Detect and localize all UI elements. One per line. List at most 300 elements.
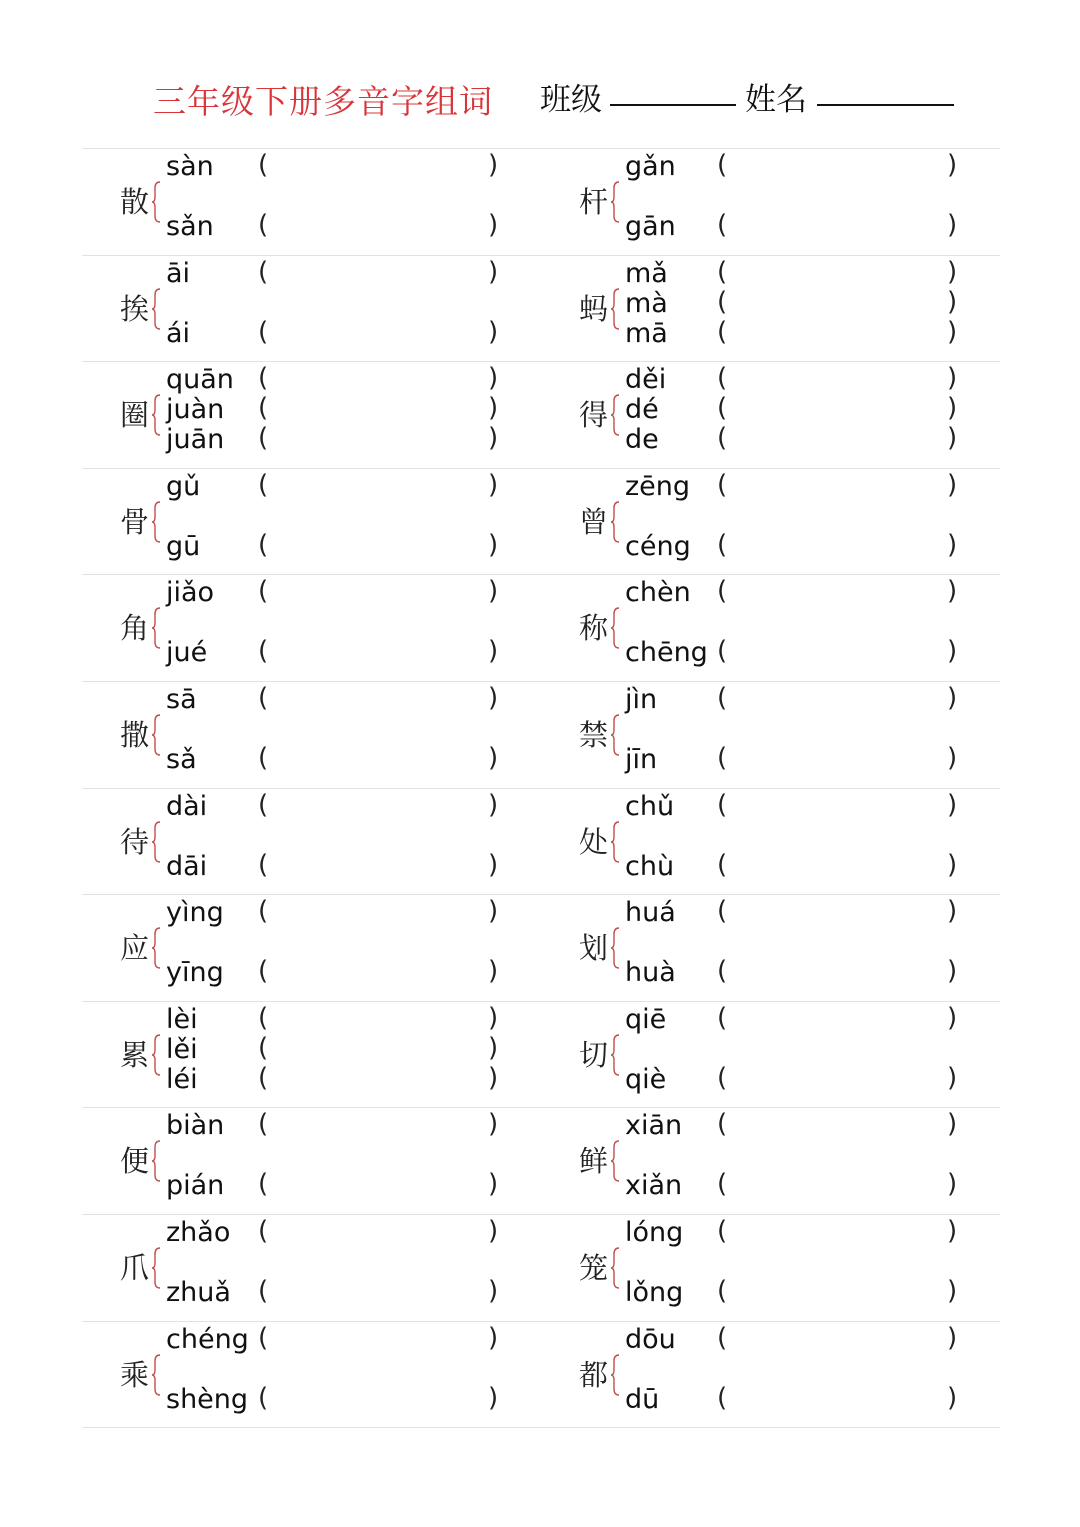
curly-brace-icon [610,1140,620,1182]
pinyin-label: jīn [625,743,658,775]
polyphone-entry [541,1108,1000,1214]
reading-line [625,577,965,609]
polyphone-character: 笼 [579,1250,609,1285]
curly-brace-icon [610,714,620,756]
answer-close-paren: ) [947,742,958,773]
curly-brace-icon [151,607,161,649]
answer-open-paren[interactable]: ( [258,150,269,180]
reading-line [166,394,506,426]
reading-list [625,469,965,575]
polyphone-entry [541,575,1000,681]
pinyin-label: zhǎo [166,1216,231,1248]
answer-open-paren[interactable]: ( [258,849,269,880]
answer-open-paren[interactable]: ( [258,742,269,773]
answer-close-paren: ) [488,682,499,713]
answer-close-paren: ) [488,789,499,820]
answer-close-paren: ) [488,529,499,560]
polyphone-entry [82,575,541,681]
reading-list [625,1108,965,1214]
worksheet-row [82,681,1000,788]
curly-brace-icon [151,1354,161,1396]
reading-line [625,851,965,883]
answer-open-paren[interactable]: ( [258,469,269,500]
answer-open-paren[interactable]: ( [717,423,728,454]
pinyin-label: chēng [625,637,708,669]
pinyin-label: dū [625,1383,660,1415]
polyphone-character: 称 [579,611,609,646]
reading-line [166,637,506,669]
pinyin-label: sǎ [166,743,197,775]
pinyin-label: yìng [166,897,224,929]
answer-open-paren[interactable]: ( [717,1062,728,1093]
polyphone-character: 角 [120,611,150,646]
curly-brace-icon [151,288,161,330]
pinyin-label: jìn [625,683,658,715]
polyphone-character: 划 [579,931,609,966]
answer-open-paren[interactable]: ( [717,1275,728,1306]
pinyin-label: gū [166,530,201,562]
reading-line [625,791,965,823]
answer-close-paren: ) [947,363,958,394]
answer-open-paren[interactable]: ( [258,393,269,424]
reading-list [166,682,506,788]
polyphone-character: 挨 [120,291,150,326]
polyphone-character: 应 [120,931,150,966]
pinyin-label: yīng [166,957,224,989]
curly-brace-icon [151,1034,161,1076]
polyphone-entry [541,149,1000,255]
answer-open-paren[interactable]: ( [258,576,269,607]
answer-close-paren: ) [947,1169,958,1200]
answer-close-paren: ) [947,1322,958,1353]
polyphone-grid [82,148,1000,1428]
pinyin-label: qiè [625,1063,667,1095]
reading-line [625,684,965,716]
polyphone-character: 便 [120,1144,150,1179]
polyphone-character: 曾 [579,504,609,539]
pinyin-label: gǔ [166,470,201,502]
answer-open-paren[interactable]: ( [258,956,269,987]
answer-close-paren: ) [488,469,499,500]
answer-close-paren: ) [947,423,958,454]
name-blank-line[interactable] [817,104,954,106]
answer-close-paren: ) [947,956,958,987]
curly-brace-icon [610,1247,620,1289]
answer-open-paren[interactable]: ( [717,789,728,820]
pinyin-label: sǎn [166,211,214,242]
answer-close-paren: ) [488,636,499,667]
pinyin-label: mǎ [625,257,668,289]
reading-line [625,1277,965,1309]
reading-line [625,424,965,456]
curly-brace-icon [610,1034,620,1076]
answer-open-paren[interactable]: ( [258,256,269,287]
answer-open-paren[interactable]: ( [717,210,728,240]
answer-close-paren: ) [947,150,958,180]
answer-open-paren[interactable]: ( [717,682,728,713]
reading-list [625,1215,965,1321]
curly-brace-icon [151,714,161,756]
answer-open-paren[interactable]: ( [258,682,269,713]
pinyin-label: dōu [625,1323,676,1355]
polyphone-entry [541,362,1000,468]
answer-close-paren: ) [488,742,499,773]
answer-close-paren: ) [488,956,499,987]
answer-open-paren[interactable]: ( [258,423,269,454]
answer-close-paren: ) [488,363,499,394]
reading-line [625,637,965,669]
pinyin-label: sàn [166,151,214,182]
pinyin-label: juān [166,424,225,456]
polyphone-character: 切 [579,1037,609,1072]
reading-list [625,149,965,255]
worksheet-row [82,361,1000,468]
reading-line [625,957,965,989]
reading-line [166,211,506,243]
answer-open-paren[interactable]: ( [717,1382,728,1413]
polyphone-character: 撒 [120,717,150,752]
answer-open-paren[interactable]: ( [258,1275,269,1306]
worksheet-row [82,1001,1000,1108]
worksheet-row [82,788,1000,895]
answer-open-paren[interactable]: ( [717,1215,728,1246]
reading-line [166,1217,506,1249]
pinyin-label: āi [166,257,191,289]
pinyin-label: xiǎn [625,1170,683,1202]
polyphone-entry [82,1108,541,1214]
answer-open-paren[interactable]: ( [258,789,269,820]
pinyin-label: lóng [625,1216,684,1248]
reading-line [166,531,506,563]
worksheet-row [82,255,1000,362]
reading-line [166,1110,506,1142]
curly-brace-icon [610,607,620,649]
answer-open-paren[interactable]: ( [258,1382,269,1413]
pinyin-label: gān [625,211,676,242]
curly-brace-icon [610,1354,620,1396]
answer-open-paren[interactable]: ( [717,286,728,317]
reading-line [166,684,506,716]
reading-line [166,1064,506,1096]
reading-line [625,1110,965,1142]
reading-line [625,288,965,320]
curly-brace-icon [610,501,620,543]
answer-close-paren: ) [488,1169,499,1200]
class-blank-line[interactable] [610,104,736,106]
answer-open-paren[interactable]: ( [717,1322,728,1353]
answer-open-paren[interactable]: ( [717,393,728,424]
curly-brace-icon [151,1140,161,1182]
curly-brace-icon [151,501,161,543]
polyphone-entry [541,1322,1000,1428]
pinyin-label: lèi [166,1003,198,1035]
polyphone-entry [82,682,541,788]
answer-close-paren: ) [947,576,958,607]
reading-list [166,149,506,255]
worksheet-row [82,1107,1000,1214]
answer-close-paren: ) [947,1002,958,1033]
answer-close-paren: ) [488,316,499,347]
reading-line [625,258,965,290]
worksheet-row [82,894,1000,1001]
reading-line [625,471,965,503]
reading-list [625,256,965,362]
answer-open-paren[interactable]: ( [258,210,269,240]
reading-line [166,897,506,929]
curly-brace-icon [610,394,620,436]
polyphone-entry [541,895,1000,1001]
pinyin-label: céng [625,530,691,562]
polyphone-character: 得 [579,398,609,433]
answer-open-paren[interactable]: ( [717,363,728,394]
answer-close-paren: ) [488,1062,499,1093]
answer-close-paren: ) [947,789,958,820]
reading-list [166,362,506,468]
pinyin-label: huà [625,957,676,989]
answer-close-paren: ) [488,150,499,180]
pinyin-label: gǎn [625,151,676,182]
polyphone-entry [541,682,1000,788]
reading-list [625,682,965,788]
reading-line [166,1170,506,1202]
answer-close-paren: ) [947,1382,958,1413]
pinyin-label: sā [166,683,197,715]
pinyin-label: chéng [166,1323,249,1355]
polyphone-character: 散 [120,185,150,219]
answer-open-paren[interactable]: ( [258,316,269,347]
answer-open-paren[interactable]: ( [717,576,728,607]
answer-close-paren: ) [947,1109,958,1140]
pinyin-label: zhuǎ [166,1276,231,1308]
answer-close-paren: ) [488,1032,499,1063]
reading-line [166,1384,506,1416]
worksheet-row [82,1214,1000,1321]
polyphone-character: 乘 [120,1357,150,1392]
polyphone-entry [82,256,541,362]
reading-line [625,211,965,243]
reading-line [166,318,506,350]
answer-open-paren[interactable]: ( [717,956,728,987]
answer-close-paren: ) [488,1002,499,1033]
answer-close-paren: ) [488,1322,499,1353]
reading-list [166,1108,506,1214]
answer-close-paren: ) [488,1275,499,1306]
answer-close-paren: ) [488,256,499,287]
reading-line [625,151,965,183]
pinyin-label: qiē [625,1003,667,1035]
polyphone-entry [82,469,541,575]
polyphone-entry [541,469,1000,575]
polyphone-character: 累 [120,1037,150,1072]
answer-close-paren: ) [488,423,499,454]
pinyin-label: chù [625,850,675,882]
reading-line [166,471,506,503]
reading-line [625,1324,965,1356]
answer-open-paren[interactable]: ( [258,1032,269,1063]
reading-list [166,895,506,1001]
answer-close-paren: ) [947,896,958,927]
answer-close-paren: ) [947,210,958,240]
pinyin-label: xiān [625,1110,683,1142]
pinyin-label: ái [166,317,191,349]
worksheet-row [82,148,1000,255]
curly-brace-icon [151,1247,161,1289]
answer-close-paren: ) [947,469,958,500]
curly-brace-icon [610,181,620,223]
worksheet-header [0,60,1080,130]
polyphone-character: 都 [579,1357,609,1392]
polyphone-character: 骨 [120,504,150,539]
answer-close-paren: ) [947,636,958,667]
reading-line [166,151,506,183]
polyphone-entry [541,1215,1000,1321]
name-label: 姓名 [745,82,807,118]
reading-list [625,1322,965,1428]
reading-list [166,789,506,895]
polyphone-character: 鲜 [579,1144,609,1179]
answer-open-paren[interactable]: ( [717,896,728,927]
curly-brace-icon [151,181,161,223]
reading-line [625,744,965,776]
answer-close-paren: ) [488,849,499,880]
reading-line [166,1034,506,1066]
answer-open-paren[interactable]: ( [717,1169,728,1200]
reading-line [166,744,506,776]
reading-line [625,1384,965,1416]
reading-line [625,531,965,563]
pinyin-label: jiǎo [166,577,215,609]
answer-open-paren[interactable]: ( [258,636,269,667]
polyphone-entry [541,1002,1000,1108]
pinyin-label: shèng [166,1383,249,1415]
answer-open-paren[interactable]: ( [717,256,728,287]
answer-open-paren[interactable]: ( [717,529,728,560]
answer-open-paren[interactable]: ( [258,529,269,560]
answer-open-paren[interactable]: ( [258,1002,269,1033]
reading-line [166,424,506,456]
pinyin-label: mā [625,317,668,349]
curly-brace-icon [610,288,620,330]
answer-open-paren[interactable]: ( [717,742,728,773]
reading-line [166,1004,506,1036]
reading-list [625,362,965,468]
pinyin-label: dāi [166,850,208,882]
polyphone-character: 蚂 [579,291,609,326]
polyphone-character: 待 [120,824,150,859]
pinyin-label: pián [166,1170,225,1202]
polyphone-entry [541,789,1000,895]
answer-close-paren: ) [947,256,958,287]
pinyin-label: quān [166,364,234,396]
polyphone-entry [82,1002,541,1108]
polyphone-character: 圈 [120,398,150,433]
answer-close-paren: ) [488,1382,499,1413]
reading-line [625,1004,965,1036]
answer-open-paren[interactable]: ( [258,1322,269,1353]
answer-open-paren[interactable]: ( [717,849,728,880]
answer-close-paren: ) [488,393,499,424]
answer-open-paren[interactable]: ( [258,1062,269,1093]
pinyin-label: chèn [625,577,691,609]
answer-close-paren: ) [947,529,958,560]
reading-line [625,1217,965,1249]
polyphone-character: 禁 [579,717,609,752]
reading-list [625,575,965,681]
pinyin-label: chǔ [625,790,675,822]
curly-brace-icon [151,927,161,969]
reading-line [166,957,506,989]
reading-list [166,256,506,362]
answer-open-paren[interactable]: ( [717,1002,728,1033]
reading-list [166,1002,506,1108]
reading-line [625,318,965,350]
polyphone-entry [82,1322,541,1428]
reading-list [166,1215,506,1321]
pinyin-label: děi [625,364,667,396]
polyphone-entry [541,256,1000,362]
worksheet-row [82,1321,1000,1429]
answer-close-paren: ) [488,576,499,607]
answer-open-paren[interactable]: ( [258,1109,269,1140]
answer-open-paren[interactable]: ( [258,1169,269,1200]
answer-close-paren: ) [947,286,958,317]
pinyin-label: huá [625,897,676,929]
reading-list [625,1002,965,1108]
answer-open-paren[interactable]: ( [717,636,728,667]
answer-open-paren[interactable]: ( [258,896,269,927]
answer-close-paren: ) [947,682,958,713]
polyphone-character: 处 [579,824,609,859]
reading-list [166,469,506,575]
pinyin-label: biàn [166,1110,225,1142]
reading-line [625,394,965,426]
answer-open-paren[interactable]: ( [717,469,728,500]
answer-close-paren: ) [488,1215,499,1246]
worksheet-row [82,574,1000,681]
answer-close-paren: ) [488,896,499,927]
reading-line [625,897,965,929]
polyphone-character: 爪 [120,1250,150,1285]
reading-line [625,1064,965,1096]
class-label: 班级 [540,82,602,118]
pinyin-label: dé [625,394,659,426]
reading-list [166,1322,506,1428]
pinyin-label: juàn [166,394,225,426]
answer-close-paren: ) [488,210,499,240]
reading-line [166,851,506,883]
reading-list [625,895,965,1001]
answer-open-paren[interactable]: ( [717,316,728,347]
answer-open-paren[interactable]: ( [258,363,269,394]
reading-list [625,789,965,895]
reading-line [166,258,506,290]
reading-line [166,1324,506,1356]
pinyin-label: lǒng [625,1276,684,1308]
answer-open-paren[interactable]: ( [717,150,728,180]
reading-line [166,791,506,823]
polyphone-entry [82,362,541,468]
reading-list [166,575,506,681]
curly-brace-icon [610,821,620,863]
answer-close-paren: ) [947,1062,958,1093]
reading-line [625,1170,965,1202]
curly-brace-icon [151,394,161,436]
answer-close-paren: ) [947,849,958,880]
answer-open-paren[interactable]: ( [258,1215,269,1246]
answer-close-paren: ) [947,393,958,424]
pinyin-label: jué [166,637,208,669]
answer-open-paren[interactable]: ( [717,1109,728,1140]
